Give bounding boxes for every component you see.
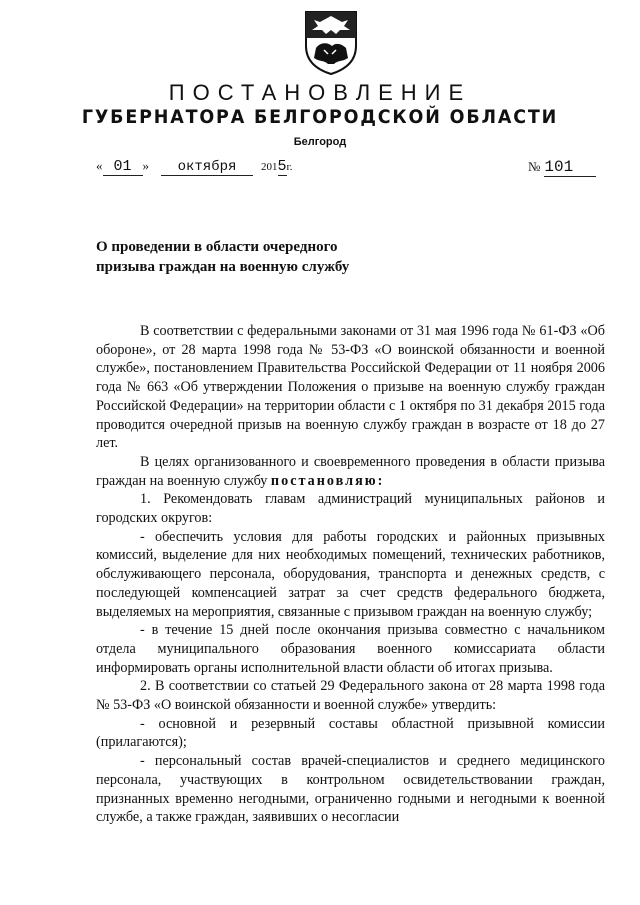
- document-date: [96, 158, 293, 176]
- paragraph-item-2-a: - основной и резервный составы областной призывной комиссии (прилагаются);: [96, 715, 605, 751]
- date-year-mark: г.: [286, 161, 293, 173]
- decree-text: В целях организованного и своевременного проведения в области призыва граждан на военную службу: [96, 453, 605, 489]
- date-year-prefix: 201: [261, 161, 278, 173]
- number-label: №: [528, 159, 541, 174]
- paragraph-item-2-b: - персональный состав врачей-специалистов и среднего медицинского персонала, участвующих в контрольном освидетельствовании граждан, признанных временно негодными, ограниченно годными и негодными к военной службе, а также граждан, заявивших о несогласии: [96, 753, 605, 826]
- coat-of-arms-emblem: [302, 8, 360, 76]
- paragraph-item-1: 1. Рекомендовать главам администраций муниципальных районов и городских округов:: [96, 491, 605, 527]
- paragraph-preamble: В соответствии с федеральными законами от 31 мая 1996 года № 61-ФЗ «Об обороне», от 28 марта 1998 года № 53-ФЗ «О воинской обязанности и военной службе», постановлением Правительства Российской Федерации от 11 ноября 2006 года № 663 «Об утверждении Положения о призыве на военную службу граждан Российской Федерации» на территории области с 1 октября по 31 декабря 2015 года проводится очередной призыв на военную службу граждан в возрасте от 18 до 27 лет.: [96, 323, 605, 452]
- paragraph-decree: [96, 453, 605, 490]
- paragraph-item-2: 2. В соответствии со статьей 29 Федерального закона от 28 марта 1998 года № 53-ФЗ «О воинской обязанности и военной службе» утвердить:: [96, 678, 605, 714]
- date-day: 01: [103, 158, 143, 176]
- paragraph-item-1-a: - обеспечить условия для работы городских и районных призывных комиссий, выделение для них необходимых помещений, технических работников, обслуживающего персонала, оборудования, транспорта и денежных средств, с последующей компенсацией затрат за счет средств федерального бюджета, выделяемых на мероприятия, связанные с призывом граждан на военную службу;: [96, 528, 605, 620]
- date-open-quote: «: [96, 158, 103, 173]
- city-label: Белгород: [293, 136, 347, 148]
- paragraph-item-1-b: - в течение 15 дней после окончания призыва совместно с начальником отдела муниципального образования военного комиссариата области информировать органы исполнительной власти области об итогах призыва.: [96, 622, 605, 676]
- document-number: [528, 158, 596, 177]
- document-body: [96, 322, 605, 827]
- document-subject: [96, 237, 396, 277]
- issuer-title: ГУБЕРНАТОРА БЕЛГОРОДСКОЙ ОБЛАСТИ: [81, 106, 559, 128]
- date-year-suffix: 5: [277, 158, 287, 175]
- subject-line-1: О проведении в области очередного: [96, 239, 338, 255]
- subject-line-2: призыва граждан на военную службу: [96, 259, 350, 275]
- document-type-title: ПОСТАНОВЛЕНИЕ: [168, 80, 472, 105]
- date-close-quote: »: [142, 158, 149, 173]
- number-value: 101: [544, 158, 596, 177]
- decree-keyword: постановляю:: [270, 472, 385, 489]
- date-month: октября: [161, 159, 253, 176]
